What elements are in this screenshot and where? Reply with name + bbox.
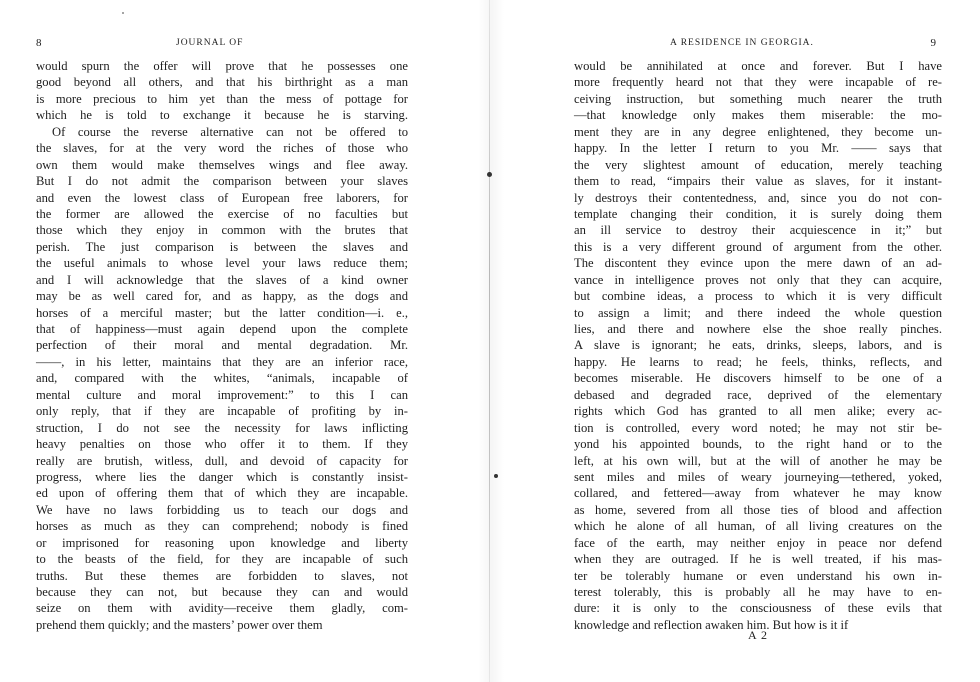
text-line: face of the earth, may neither enjoy in peace nor defend (574, 535, 942, 550)
text-line: tion is controlled, every word noted; he may not stir be- (574, 420, 942, 435)
left-running-head (36, 36, 408, 50)
text-line: because they can not, but because they can and would (36, 585, 408, 599)
text-line: perfection of their moral and mental degradation. Mr. (36, 338, 408, 353)
text-line: ment they are in any degree enlightened, they become un- (574, 124, 942, 139)
right-running-title: A RESIDENCE IN GEORGIA. (670, 38, 814, 48)
right-running-head (574, 36, 942, 50)
right-page-number: 9 (930, 37, 936, 49)
text-line: happy. In the letter I return to you Mr. —— says that (574, 141, 942, 156)
text-line: rights which God has granted to all men alike; every ac- (574, 404, 942, 419)
text-line: this is a very different ground of argument from the other. (574, 239, 942, 254)
text-line: would be annihilated at once and forever. But I have (574, 59, 942, 73)
text-line: happy. He learns to read; he feels, thinks, reflects, and (574, 354, 942, 369)
text-line: or imprisoned for reasoning upon knowledge and liberty (36, 535, 408, 550)
text-line: and, compared with the whites, “animals, incapable of (36, 371, 408, 386)
text-line: an ill service to destroy their acquiescence in it;” but (574, 223, 942, 238)
text-line: seize on them with avidity—receive them gladly, com- (36, 601, 408, 616)
text-line: But I do not admit the comparison between your slaves (36, 174, 408, 189)
ink-speck (122, 12, 124, 14)
left-page-body (36, 58, 408, 633)
text-line: the useful animals to whose level your laws reduce them; (36, 256, 408, 271)
text-line: struction, I do not see the necessity for laws inflicting (36, 420, 408, 435)
text-line: the slaves, for at the very word the riches of those who (36, 141, 408, 156)
text-line: when they are outraged. If he is well treated, if his mas- (574, 552, 942, 567)
text-line: good beyond all others, and that his birthright as a man (36, 75, 408, 90)
text-line: terest tolerably, this is probably all he may have to en- (574, 585, 942, 599)
text-line: —that knowledge only makes them miserable: the mo- (574, 108, 942, 123)
text-line: The discontent they evince upon the mere dawn of an ad- (574, 256, 942, 271)
text-line: more frequently heard not that they were incapable of re- (574, 75, 942, 90)
ink-speck (487, 172, 492, 177)
text-line: but combine ideas, a process to which it is very difficult (574, 289, 942, 304)
text-line: progress, where lies the danger which is constantly insist- (36, 469, 408, 484)
text-line: and even the lowest class of European free laborers, for (36, 190, 408, 205)
text-line: left, at his own will, but at the will of another he may be (574, 453, 942, 468)
left-page-number: 8 (36, 37, 42, 49)
text-line: ter be tolerably humane or even understand his own in- (574, 568, 942, 583)
text-line: Of course the reverse alternative can not be offered to (52, 124, 408, 139)
text-line: own them would make themselves wings and flee away. (36, 157, 408, 172)
text-line: debased and degraded race, deprived of the elementary (574, 387, 942, 402)
text-line: to assign a limit; and there indeed the whole question (574, 305, 942, 320)
text-line: to the beasts of the field, for they are incapable of such (36, 552, 408, 567)
text-line: only reply, that if they are incapable of profiting by in- (36, 404, 408, 419)
text-line: collared, and fettered—away from whatever he may know (574, 486, 942, 501)
text-line: may be as well cared for, and as happy, as the dogs and (36, 289, 408, 304)
text-line: becomes miserable. He discovers himself to be one of a (574, 371, 942, 386)
text-line: which he alone of all human, of all living creatures on the (574, 519, 942, 534)
text-line: lies, and there and nowhere else the shoe really pinches. (574, 322, 942, 336)
text-line: would spurn the offer will prove that he possesses one (36, 59, 408, 73)
text-line: knowledge and reflection awaken him. But how is it if (574, 617, 849, 632)
text-line: really are brutish, witless, dull, and devoid of capacity for (36, 453, 408, 468)
ink-speck (494, 474, 498, 478)
text-line: vance in intelligence proves not only that they can acquire, (574, 272, 942, 287)
text-line: which he is told to exchange it because he is starving. (36, 108, 408, 123)
text-line: A slave is ignorant; he eats, drinks, sleeps, labors, and is (574, 338, 942, 353)
text-line: ly destroys their contentedness, and, since you do not con- (574, 190, 942, 205)
text-line: truths. But these themes are forbidden to slaves, not (36, 568, 408, 583)
text-line: yond his appointed bounds, to the right hand or to the (574, 437, 942, 452)
text-line: ceiving instruction, but something much nearer the truth (574, 91, 942, 106)
text-line: horses of a merciful master; but the latter condition—i. e., (36, 305, 408, 320)
text-line: dure: it is only to the consciousness of these evils that (574, 601, 942, 616)
text-line: ed upon of offering them that of which they are incapable. (36, 486, 408, 501)
text-line: the former are allowed the exercise of no faculties but (36, 206, 408, 221)
text-line: those which they enjoy in common with the brutes that (36, 223, 408, 238)
text-line: as home, severed from all those ties of blood and affection (574, 502, 942, 517)
text-line: heavy penalties on those who offer it to them. If they (36, 437, 408, 452)
text-line: and I will acknowledge that the slaves of a kind owner (36, 272, 408, 287)
book-gutter (489, 0, 490, 682)
text-line: template changing their condition, it is surely doing them (574, 206, 942, 221)
gutter-shadow (478, 0, 504, 682)
text-line: We have no laws forbidding us to teach our dogs and (36, 502, 408, 517)
text-line: sent miles and miles of weary journeying—tethered, yoked, (574, 469, 942, 484)
text-line: prehend them quickly; and the masters’ power over them (36, 617, 323, 632)
text-line: horses as much as they can comprehend; nobody is fined (36, 519, 408, 534)
right-page-body (574, 58, 942, 633)
text-line: that of happiness—must again depend upon the complete (36, 322, 408, 336)
text-line: the very slightest amount of education, merely teaching (574, 157, 942, 172)
text-line: perish. The just comparison is between the slaves and (36, 239, 408, 254)
text-line: mental culture and moral improvement:” to this I can (36, 387, 408, 402)
text-line: ——, in his letter, maintains that they are an inferior race, (36, 354, 408, 369)
text-line: them to read, “impairs their value as slaves, for it instant- (574, 174, 942, 189)
printer-signature-mark: A 2 (748, 628, 769, 642)
text-line: is more precious to him yet than the mess of pottage for (36, 91, 408, 106)
left-running-title: JOURNAL OF (176, 38, 244, 48)
